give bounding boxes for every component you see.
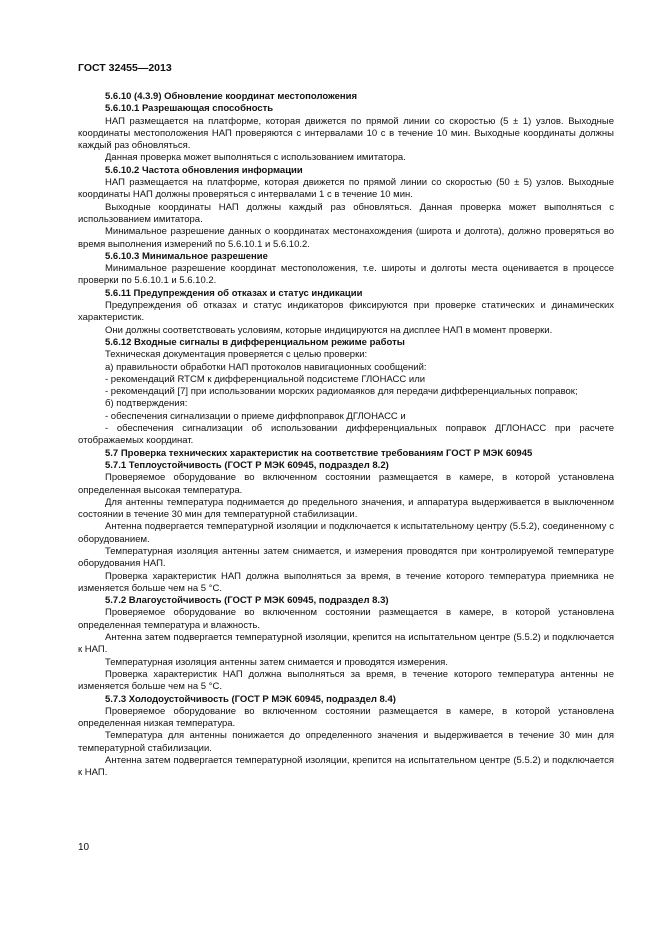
paragraph: Температурная изоляция антенны затем снимается и проводятся измерения. — [105, 656, 448, 668]
page-number: 10 — [78, 842, 90, 853]
section-heading: 5.6.10.2 Частота обновления информации — [105, 164, 303, 176]
paragraph: - обеспечения сигнализации о приеме диффпоправок ДГЛОНАСС и — [105, 410, 406, 422]
paragraph: Минимальное разрешение координат местоположения, т.е. широты и долготы места оценивается в процессе проверки по 5.6.10.1 и 5.6.10.2. — [78, 263, 614, 287]
paragraph: Антенна затем подвергается температурной изоляции, крепится на испытательном центре (5.5.2) и подключается к НАП. — [78, 755, 614, 779]
paragraph: Они должны соответствовать условиям, которые индицируются на дисплее НАП в момент проверки. — [105, 324, 553, 336]
paragraph: Температурная изоляция антенны затем снимается, и измерения проводятся при контролируемой температуре оборудования НАП. — [78, 545, 614, 570]
paragraph: Проверяемое оборудование во включенном состоянии размещается в камере, в которой установлена определенная высокая температура. — [78, 472, 614, 496]
paragraph: Проверка характеристик НАП должна выполняться за время, в течение которого температура приемника не изменяется больше чем на 5 °С. — [78, 570, 614, 594]
section-heading: 5.6.10.1 Разрешающая способность — [105, 103, 274, 115]
paragraph: НАП размещается на платформе, которая движется по прямой линии со скоростью (50 ± 5) узлов. Выходные координаты НАП должны проверяться с интервалами 1 с в течение 10 мин. — [78, 177, 614, 201]
paragraph: Минимальное разрешение данных о координатах местонахождения (широта и долгота), должно проверяться во время выполнения измерений по 5.6.10.1 и 5.6.10.2. — [78, 226, 614, 250]
paragraph: Предупреждения об отказах и статус индикаторов фиксируются при проверке статических и динамических характеристик. — [78, 300, 614, 324]
paragraph: Антенна затем подвергается температурной изоляции, крепится на испытательном центре (5.5.2) и подключается к НАП. — [78, 632, 614, 656]
section-heading: 5.7.1 Теплоустойчивость (ГОСТ Р МЭК 60945, подраздел 8.2) — [105, 459, 389, 471]
section-heading: 5.6.10 (4.3.9) Обновление координат местоположения — [105, 91, 358, 102]
paragraph: Температура для антенны понижается до определенного значения и выдерживается в течение 30 мин для температурной стабилизации. — [78, 730, 614, 754]
paragraph: а) правильности обработки НАП протоколов навигационных сообщений: — [105, 361, 427, 373]
section-heading: 5.7.2 Влагоустойчивость (ГОСТ Р МЭК 60945, подраздел 8.3) — [105, 595, 389, 607]
paragraph: НАП размещается на платформе, которая движется по прямой линии со скоростью (5 ± 1) узлов. Выходные координаты местоположения НАП проверяются с интервалами 10 с в течение 10 мин. Выходные координаты должны каждый раз обновляться. — [78, 115, 614, 152]
document-body — [78, 91, 614, 780]
paragraph: - рекомендаций RTCM к дифференциальной подсистеме ГЛОНАСС или — [105, 373, 426, 385]
document-header: ГОСТ 32455—2013 — [78, 62, 172, 74]
section-heading: 5.6.12 Входные сигналы в дифференциальном режиме работы — [105, 336, 405, 348]
paragraph: Для антенны температура поднимается до предельного значения, и аппаратура выдерживается в выключенном состоянии в течение 30 мин для температурной стабилизации. — [78, 496, 614, 521]
section-heading: 5.7 Проверка технических характеристик на соответствие требованиям ГОСТ Р МЭК 60945 — [105, 447, 533, 459]
paragraph: Выходные координаты НАП должны каждый раз обновляться. Данная проверка может выполняться с использованием имитатора. — [78, 201, 614, 225]
section-heading: 5.6.11 Предупреждения об отказах и статус индикации — [105, 287, 363, 299]
paragraph: б) подтверждения: — [105, 398, 188, 410]
paragraph: - обеспечения сигнализации об использовании дифференциальных поправок ДГЛОНАСС при расчете отображаемых координат. — [78, 423, 614, 447]
paragraph: Данная проверка может выполняться с использованием имитатора. — [105, 152, 406, 164]
paragraph: - рекомендаций [7] при использовании морских радиомаяков для передачи дифференциальных поправок; — [105, 386, 578, 398]
section-heading: 5.6.10.3 Минимальное разрешение — [105, 250, 268, 262]
paragraph: Техническая документация проверяется с целью проверки: — [105, 349, 368, 361]
paragraph: Проверяемое оборудование во включенном состоянии размещается в камере, в которой установлена определенная низкая температура. — [78, 705, 614, 730]
paragraph: Проверяемое оборудование во включенном состоянии размещается в камере, в которой установлена определенная температура и влажность. — [78, 607, 614, 631]
paragraph: Проверка характеристик НАП должна выполняться за время, в течение которого температура антенны не изменяется больше чем на 5 °С. — [78, 668, 614, 693]
section-heading: 5.7.3 Холодоустойчивость (ГОСТ Р МЭК 60945, подраздел 8.4) — [105, 693, 396, 705]
paragraph: Антенна подвергается температурной изоляции и подключается к испытательному центру (5.5.2), соединенному с оборудованием. — [78, 521, 614, 545]
